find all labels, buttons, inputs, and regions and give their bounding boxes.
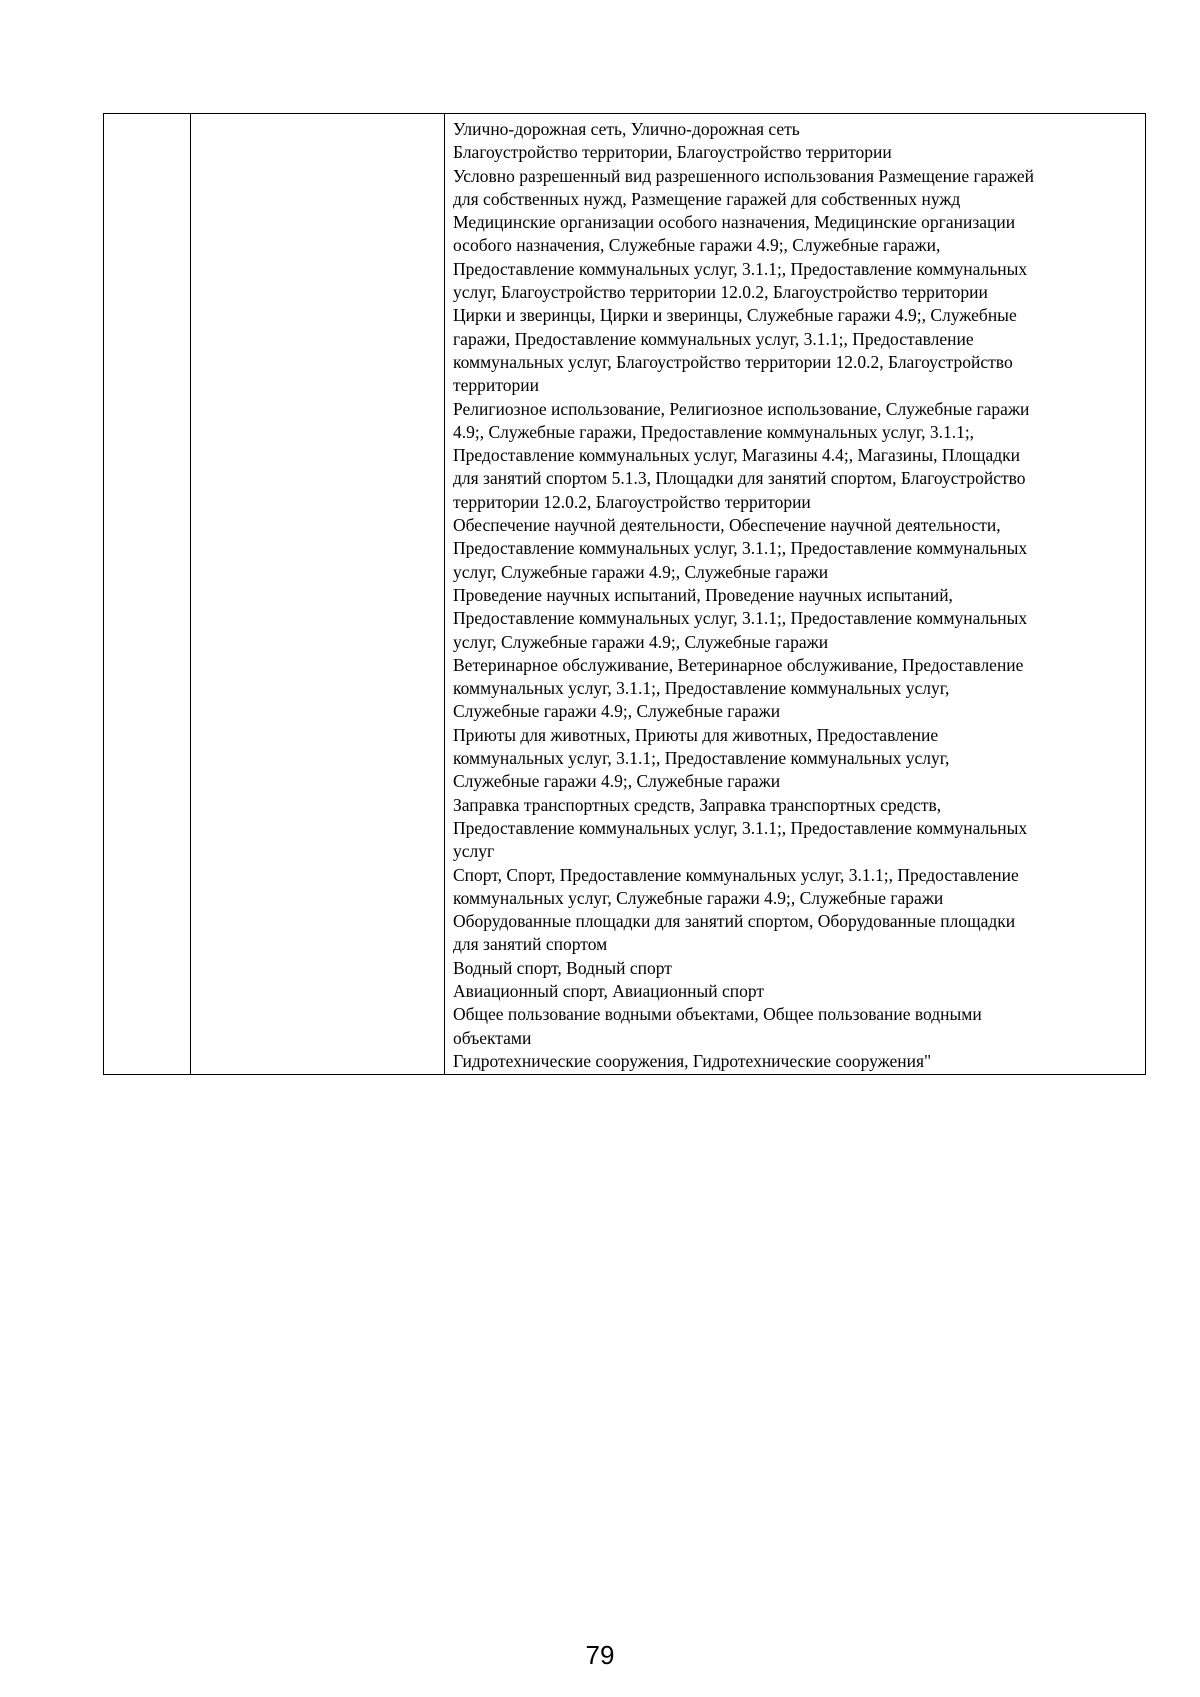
text-line: Предоставление коммунальных услуг, Магазины 4.4;, Магазины, Площадки <box>453 445 1021 466</box>
text-line: Служебные гаражи 4.9;, Служебные гаражи <box>453 771 781 792</box>
text-line: объектами <box>453 1027 532 1048</box>
text-line: гаражи, Предоставление коммунальных услуг, 3.1.1;, Предоставление <box>453 328 974 349</box>
text-line: территории <box>453 375 539 396</box>
text-line: Благоустройство территории, Благоустройство территории <box>453 142 892 163</box>
text-line: коммунальных услуг, Служебные гаражи 4.9;, Служебные гаражи <box>453 887 944 908</box>
text-line: территории 12.0.2, Благоустройство территории <box>453 491 811 512</box>
text-line: Служебные гаражи 4.9;, Служебные гаражи <box>453 701 781 722</box>
text-line: Обеспечение научной деятельности, Обеспечение научной деятельности, <box>453 515 1001 536</box>
text-line: услуг, Благоустройство территории 12.0.2, Благоустройство территории <box>453 282 988 303</box>
text-line: Спорт, Спорт, Предоставление коммунальных услуг, 3.1.1;, Предоставление <box>453 864 1019 885</box>
cell-number <box>104 114 191 1075</box>
text-line: Улично-дорожная сеть, Улично-дорожная сеть <box>453 119 800 139</box>
text-line: коммунальных услуг, 3.1.1;, Предоставление коммунальных услуг, <box>453 748 950 769</box>
text-line: Предоставление коммунальных услуг, 3.1.1;, Предоставление коммунальных <box>453 258 1028 279</box>
text-line: Водный спорт, Водный спорт <box>453 957 672 978</box>
text-line: Ветеринарное обслуживание, Ветеринарное обслуживание, Предоставление <box>453 654 1024 675</box>
cell-zone-name <box>191 114 445 1075</box>
text-line: Цирки и зверинцы, Цирки и зверинцы, Служебные гаражи 4.9;, Служебные <box>453 305 1017 326</box>
cell-permitted-uses <box>445 114 1146 1075</box>
text-line: для собственных нужд, Размещение гаражей для собственных нужд <box>453 188 961 209</box>
text-line: Гидротехнические сооружения, Гидротехнические сооружения" <box>453 1050 932 1071</box>
text-line: для занятий спортом <box>453 934 608 955</box>
text-line: Проведение научных испытаний, Проведение научных испытаний, <box>453 584 953 605</box>
text-line: Предоставление коммунальных услуг, 3.1.1;, Предоставление коммунальных <box>453 608 1028 629</box>
text-line: Предоставление коммунальных услуг, 3.1.1;, Предоставление коммунальных <box>453 538 1028 559</box>
text-line: Авиационный спорт, Авиационный спорт <box>453 980 765 1001</box>
text-line: Общее пользование водными объектами, Общее пользование водными <box>453 1004 982 1025</box>
text-line: Религиозное использование, Религиозное использование, Служебные гаражи <box>453 398 1030 419</box>
text-line: Оборудованные площадки для занятий спортом, Оборудованные площадки <box>453 911 1016 932</box>
text-line: Условно разрешенный вид разрешенного использования Размещение гаражей <box>453 165 1034 186</box>
continuation-table <box>103 113 1146 1075</box>
table-row <box>104 114 1146 1075</box>
text-line: Приюты для животных, Приюты для животных, Предоставление <box>453 724 939 745</box>
text-line: коммунальных услуг, Благоустройство территории 12.0.2, Благоустройство <box>453 351 1013 372</box>
text-line: Предоставление коммунальных услуг, 3.1.1;, Предоставление коммунальных <box>453 817 1028 838</box>
text-line: для занятий спортом 5.1.3, Площадки для занятий спортом, Благоустройство <box>453 468 1026 489</box>
text-line: 4.9;, Служебные гаражи, Предоставление коммунальных услуг, 3.1.1;, <box>453 421 975 442</box>
page-number: 79 <box>585 1640 615 1670</box>
text-line: особого назначения, Служебные гаражи 4.9;, Служебные гаражи, <box>453 235 941 256</box>
text-line: Медицинские организации особого назначения, Медицинские организации <box>453 212 1016 233</box>
text-line: Заправка транспортных средств, Заправка транспортных средств, <box>453 794 942 815</box>
permitted-uses-text <box>453 118 1129 1073</box>
text-line: услуг, Служебные гаражи 4.9;, Служебные гаражи <box>453 631 829 652</box>
text-line: услуг, Служебные гаражи 4.9;, Служебные гаражи <box>453 561 829 582</box>
text-line: коммунальных услуг, 3.1.1;, Предоставление коммунальных услуг, <box>453 678 950 699</box>
text-line: услуг <box>453 841 495 862</box>
